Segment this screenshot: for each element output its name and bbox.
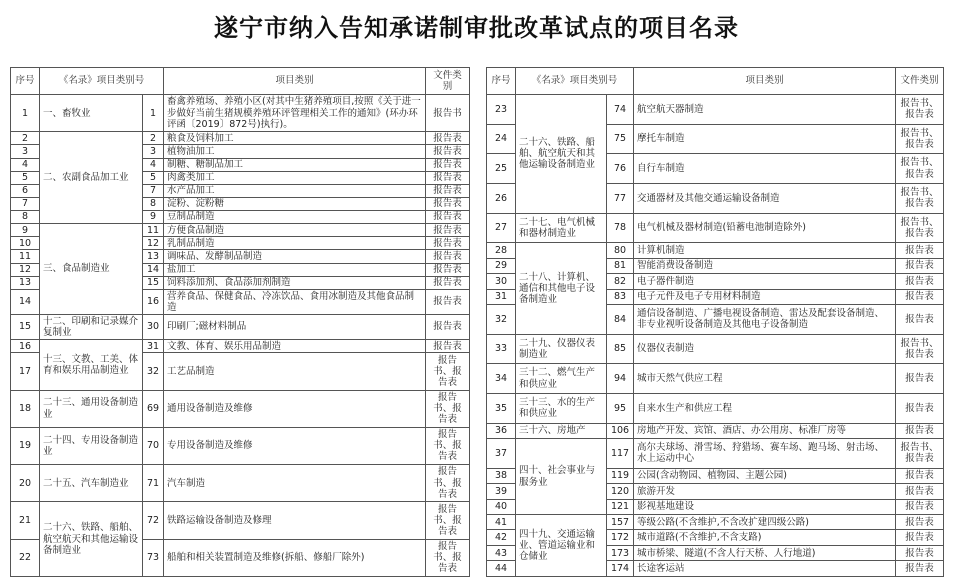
doc-type-cell: 报告书、报告表 [426, 427, 470, 464]
doc-type-cell: 报告表 [896, 561, 944, 577]
seq-cell: 36 [487, 423, 516, 438]
category-cell: 二十六、铁路、船舶、航空航天和其他运输设备制造业 [516, 95, 607, 214]
item-cell: 计算机制造 [634, 243, 896, 258]
doc-type-cell: 报告表 [426, 211, 470, 224]
item-cell: 工艺品制造 [164, 353, 426, 390]
seq-cell: 15 [11, 314, 40, 339]
category-number-cell: 30 [143, 314, 164, 339]
item-cell: 铁路运输设备制造及修理 [164, 502, 426, 539]
item-cell: 智能消费设备制造 [634, 258, 896, 273]
item-cell: 仪器仪表制造 [634, 334, 896, 364]
item-cell: 畜禽养殖场、养殖小区(对其中生猪养殖项目,按照《关于进一步做好当前生猪规模养殖环评管理相关工作的通知》(环办环评函〔2019〕872号)执行)。 [164, 95, 426, 132]
table-row [11, 224, 470, 237]
header-seq: 序号 [487, 68, 516, 95]
doc-type-cell: 报告表 [896, 305, 944, 335]
category-number-cell: 7 [143, 184, 164, 197]
seq-cell: 24 [487, 124, 516, 154]
doc-type-cell: 报告表 [426, 276, 470, 289]
category-number-cell: 2 [143, 132, 164, 145]
seq-cell: 25 [487, 154, 516, 184]
seq-cell: 13 [11, 276, 40, 289]
doc-type-cell: 报告表 [426, 263, 470, 276]
seq-cell: 31 [487, 289, 516, 304]
category-number-cell: 83 [607, 289, 634, 304]
item-cell: 高尔夫球场、滑雪场、狩猎场、赛车场、跑马场、射击场、水上运动中心 [634, 439, 896, 469]
item-cell: 通用设备制造及维修 [164, 390, 426, 427]
category-cell: 二十四、专用设备制造业 [40, 427, 143, 464]
header-category: 《名录》项目类别号 [516, 68, 634, 95]
doc-type-cell: 报告书 [426, 95, 470, 132]
table-row [487, 334, 944, 364]
item-cell: 自来水生产和供应工程 [634, 393, 896, 423]
seq-cell: 23 [487, 95, 516, 125]
category-cell: 三十二、燃气生产和供应业 [516, 364, 607, 394]
doc-type-cell: 报告表 [896, 274, 944, 289]
item-cell: 调味品、发酵制品制造 [164, 250, 426, 263]
seq-cell: 27 [487, 213, 516, 243]
doc-type-cell: 报告表 [896, 468, 944, 483]
seq-cell: 17 [11, 353, 40, 390]
category-cell: 二十三、通用设备制造业 [40, 390, 143, 427]
category-cell: 二十六、铁路、船舶、航空航天和其他运输设备制造业 [40, 502, 143, 577]
table-header-row [487, 68, 944, 95]
item-cell: 交通器材及其他交通运输设备制造 [634, 183, 896, 213]
seq-cell: 35 [487, 393, 516, 423]
item-cell: 电气机械及器材制造(铅蓄电池制造除外) [634, 213, 896, 243]
seq-cell: 9 [11, 224, 40, 237]
seq-cell: 22 [11, 539, 40, 577]
seq-cell: 26 [487, 183, 516, 213]
category-number-cell: 174 [607, 561, 634, 577]
doc-type-cell: 报告表 [896, 258, 944, 273]
table-row [487, 439, 944, 469]
seq-cell: 40 [487, 499, 516, 514]
category-number-cell: 95 [607, 393, 634, 423]
seq-cell: 43 [487, 545, 516, 560]
category-number-cell: 117 [607, 439, 634, 469]
seq-cell: 37 [487, 439, 516, 469]
category-number-cell: 72 [143, 502, 164, 539]
category-cell: 二十五、汽车制造业 [40, 465, 143, 502]
category-number-cell: 31 [143, 340, 164, 353]
category-number-cell: 12 [143, 237, 164, 250]
category-number-cell: 73 [143, 539, 164, 577]
doc-type-cell: 报告书、报告表 [426, 465, 470, 502]
doc-type-cell: 报告表 [896, 545, 944, 560]
table-row [487, 95, 944, 125]
category-number-cell: 69 [143, 390, 164, 427]
category-number-cell: 1 [143, 95, 164, 132]
item-cell: 乳制品制造 [164, 237, 426, 250]
doc-type-cell: 报告表 [426, 237, 470, 250]
category-number-cell: 94 [607, 364, 634, 394]
category-number-cell: 77 [607, 183, 634, 213]
left-project-table [10, 67, 470, 577]
doc-type-cell: 报告表 [426, 340, 470, 353]
doc-type-cell: 报告书、报告表 [896, 154, 944, 184]
table-row [487, 393, 944, 423]
doc-type-cell: 报告表 [896, 243, 944, 258]
item-cell: 汽车制造 [164, 465, 426, 502]
table-row [487, 243, 944, 258]
category-number-cell: 15 [143, 276, 164, 289]
doc-type-cell: 报告表 [896, 515, 944, 530]
doc-type-cell: 报告表 [426, 289, 470, 314]
category-number-cell: 80 [607, 243, 634, 258]
table-row [487, 423, 944, 438]
category-number-cell: 106 [607, 423, 634, 438]
category-number-cell: 120 [607, 484, 634, 499]
table-row [487, 515, 944, 530]
doc-type-cell: 报告表 [426, 158, 470, 171]
category-number-cell: 8 [143, 197, 164, 210]
item-cell: 制糖、糖制品加工 [164, 158, 426, 171]
seq-cell: 6 [11, 184, 40, 197]
doc-type-cell: 报告表 [896, 393, 944, 423]
seq-cell: 21 [11, 502, 40, 539]
item-cell: 船舶和相关装置制造及维修(拆船、修船厂除外) [164, 539, 426, 577]
category-number-cell: 14 [143, 263, 164, 276]
doc-type-cell: 报告表 [896, 530, 944, 545]
category-number-cell: 172 [607, 530, 634, 545]
category-number-cell: 173 [607, 545, 634, 560]
seq-cell: 34 [487, 364, 516, 394]
category-number-cell: 78 [607, 213, 634, 243]
category-cell: 十三、文教、工美、体育和娱乐用品制造业 [40, 340, 143, 390]
table-row [11, 95, 470, 132]
item-cell: 印刷厂;磁材料制品 [164, 314, 426, 339]
category-cell: 二、农副食品加工业 [40, 132, 143, 224]
item-cell: 专用设备制造及维修 [164, 427, 426, 464]
doc-type-cell: 报告表 [426, 250, 470, 263]
category-number-cell: 119 [607, 468, 634, 483]
doc-type-cell: 报告表 [896, 423, 944, 438]
item-cell: 植物油加工 [164, 145, 426, 158]
seq-cell: 8 [11, 211, 40, 224]
seq-cell: 16 [11, 340, 40, 353]
item-cell: 摩托车制造 [634, 124, 896, 154]
item-cell: 公园(含动物园、植物园、主题公园) [634, 468, 896, 483]
header-doc: 文件类别 [426, 68, 470, 95]
seq-cell: 32 [487, 305, 516, 335]
header-item: 项目类别 [634, 68, 896, 95]
table-row [11, 502, 470, 539]
doc-type-cell: 报告书、报告表 [896, 334, 944, 364]
category-number-cell: 11 [143, 224, 164, 237]
seq-cell: 10 [11, 237, 40, 250]
category-number-cell: 4 [143, 158, 164, 171]
page-title: 遂宁市纳入告知承诺制审批改革试点的项目名录 [214, 14, 739, 42]
seq-cell: 1 [11, 95, 40, 132]
category-number-cell: 76 [607, 154, 634, 184]
category-cell: 十二、印刷和记录媒介复制业 [40, 314, 143, 339]
seq-cell: 44 [487, 561, 516, 577]
table-row [11, 427, 470, 464]
seq-cell: 7 [11, 197, 40, 210]
item-cell: 航空航天器制造 [634, 95, 896, 125]
doc-type-cell: 报告书、报告表 [896, 213, 944, 243]
seq-cell: 3 [11, 145, 40, 158]
item-cell: 淀粉、淀粉糖 [164, 197, 426, 210]
seq-cell: 29 [487, 258, 516, 273]
doc-type-cell: 报告表 [426, 171, 470, 184]
doc-type-cell: 报告表 [426, 184, 470, 197]
item-cell: 电子元件及电子专用材料制造 [634, 289, 896, 304]
table-row [11, 132, 470, 145]
item-cell: 饲料添加剂、食品添加剂制造 [164, 276, 426, 289]
doc-type-cell: 报告表 [896, 484, 944, 499]
category-number-cell: 5 [143, 171, 164, 184]
category-number-cell: 75 [607, 124, 634, 154]
table-row [11, 465, 470, 502]
table-row [487, 213, 944, 243]
seq-cell: 11 [11, 250, 40, 263]
category-number-cell: 9 [143, 211, 164, 224]
item-cell: 长途客运站 [634, 561, 896, 577]
item-cell: 等级公路(不含维护,不含改扩建四级公路) [634, 515, 896, 530]
seq-cell: 39 [487, 484, 516, 499]
doc-type-cell: 报告书、报告表 [896, 439, 944, 469]
seq-cell: 5 [11, 171, 40, 184]
seq-cell: 38 [487, 468, 516, 483]
table-row [487, 364, 944, 394]
category-number-cell: 13 [143, 250, 164, 263]
item-cell: 营养食品、保健食品、冷冻饮品、食用冰制造及其他食品制造 [164, 289, 426, 314]
table-header-row [11, 68, 470, 95]
category-number-cell: 32 [143, 353, 164, 390]
category-cell: 二十九、仪器仪表制造业 [516, 334, 607, 364]
category-number-cell: 85 [607, 334, 634, 364]
seq-cell: 33 [487, 334, 516, 364]
category-number-cell: 84 [607, 305, 634, 335]
doc-type-cell: 报告书、报告表 [426, 353, 470, 390]
item-cell: 城市道路(不含维护,不含支路) [634, 530, 896, 545]
doc-type-cell: 报告书、报告表 [896, 95, 944, 125]
category-number-cell: 70 [143, 427, 164, 464]
seq-cell: 19 [11, 427, 40, 464]
seq-cell: 18 [11, 390, 40, 427]
seq-cell: 20 [11, 465, 40, 502]
seq-cell: 14 [11, 289, 40, 314]
category-cell: 三十六、房地产 [516, 423, 607, 438]
header-seq: 序号 [11, 68, 40, 95]
item-cell: 自行车制造 [634, 154, 896, 184]
item-cell: 豆制品制造 [164, 211, 426, 224]
doc-type-cell: 报告表 [896, 499, 944, 514]
category-cell: 二十七、电气机械和器材制造业 [516, 213, 607, 243]
category-number-cell: 3 [143, 145, 164, 158]
table-row [11, 390, 470, 427]
doc-type-cell: 报告书、报告表 [426, 502, 470, 539]
doc-type-cell: 报告表 [426, 145, 470, 158]
item-cell: 粮食及饲料加工 [164, 132, 426, 145]
category-cell: 三十三、水的生产和供应业 [516, 393, 607, 423]
category-cell: 四十九、交通运输业、管道运输业和仓储业 [516, 515, 607, 577]
item-cell: 影视基地建设 [634, 499, 896, 514]
category-number-cell: 82 [607, 274, 634, 289]
item-cell: 肉禽类加工 [164, 171, 426, 184]
right-project-table [486, 67, 944, 577]
table-row [11, 314, 470, 339]
item-cell: 方便食品制造 [164, 224, 426, 237]
doc-type-cell: 报告表 [426, 197, 470, 210]
item-cell: 旅游开发 [634, 484, 896, 499]
category-number-cell: 71 [143, 465, 164, 502]
category-number-cell: 157 [607, 515, 634, 530]
category-number-cell: 16 [143, 289, 164, 314]
category-number-cell: 81 [607, 258, 634, 273]
category-cell: 一、畜牧业 [40, 95, 143, 132]
item-cell: 盐加工 [164, 263, 426, 276]
category-cell: 二十八、计算机、通信和其他电子设备制造业 [516, 243, 607, 334]
doc-type-cell: 报告书、报告表 [426, 539, 470, 577]
seq-cell: 28 [487, 243, 516, 258]
doc-type-cell: 报告书、报告表 [896, 183, 944, 213]
category-cell: 三、食品制造业 [40, 224, 143, 315]
item-cell: 房地产开发、宾馆、酒店、办公用房、标准厂房等 [634, 423, 896, 438]
header-category: 《名录》项目类别号 [40, 68, 164, 95]
doc-type-cell: 报告书、报告表 [896, 124, 944, 154]
header-doc: 文件类别 [896, 68, 944, 95]
seq-cell: 30 [487, 274, 516, 289]
item-cell: 电子器件制造 [634, 274, 896, 289]
doc-type-cell: 报告表 [426, 132, 470, 145]
category-number-cell: 121 [607, 499, 634, 514]
doc-type-cell: 报告书、报告表 [426, 390, 470, 427]
seq-cell: 42 [487, 530, 516, 545]
seq-cell: 12 [11, 263, 40, 276]
category-cell: 四十、社会事业与服务业 [516, 439, 607, 515]
header-item: 项目类别 [164, 68, 426, 95]
item-cell: 水产品加工 [164, 184, 426, 197]
item-cell: 文教、体育、娱乐用品制造 [164, 340, 426, 353]
doc-type-cell: 报告表 [896, 364, 944, 394]
item-cell: 城市天然气供应工程 [634, 364, 896, 394]
item-cell: 通信设备制造、广播电视设备制造、雷达及配套设备制造、非专业视听设备制造及其他电子设备制造 [634, 305, 896, 335]
doc-type-cell: 报告表 [896, 289, 944, 304]
category-number-cell: 74 [607, 95, 634, 125]
doc-type-cell: 报告表 [426, 314, 470, 339]
seq-cell: 4 [11, 158, 40, 171]
table-row [11, 340, 470, 353]
item-cell: 城市桥梁、隧道(不含人行天桥、人行地道) [634, 545, 896, 560]
seq-cell: 41 [487, 515, 516, 530]
seq-cell: 2 [11, 132, 40, 145]
doc-type-cell: 报告表 [426, 224, 470, 237]
